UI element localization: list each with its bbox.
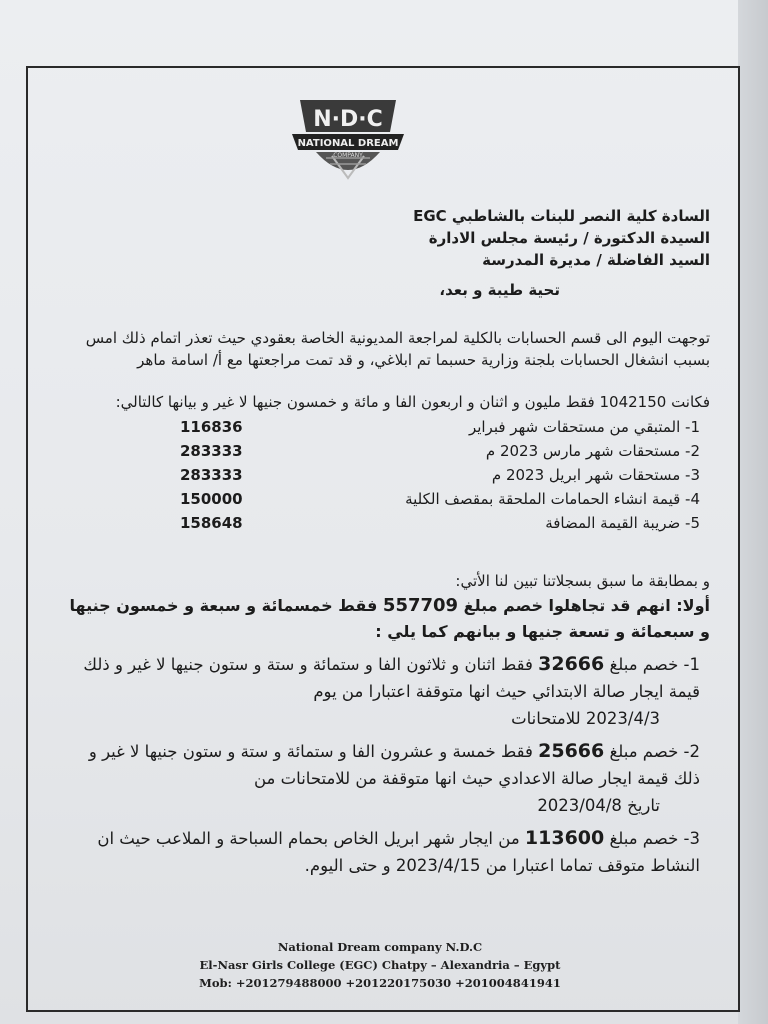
- total-line: فكانت 1042150 فقط مليون و اثنان و اربعون الفا و مائة و خمسون جنيها لا غير و بيانها كالتالي:: [115, 393, 710, 411]
- logo-sub: COMPANY: [333, 152, 363, 159]
- deduction-amount: 113600: [524, 827, 605, 849]
- item-label: 1- المتبقي من مستحقات شهر فبراير: [468, 418, 700, 436]
- item-label: 2- مستحقات شهر مارس 2023 م: [485, 442, 700, 460]
- deduction-date: تاريخ 2023/04/8: [537, 796, 660, 815]
- item-label: 3- مستحقات شهر ابريل 2023 م: [491, 466, 700, 484]
- first-prefix: أولا: انهم قد تجاهلوا خصم مبلغ: [463, 596, 710, 615]
- footer-phones: Mob: +201279488000 +201220175030 +201004841941: [199, 976, 561, 990]
- deduction-item: [60, 825, 700, 879]
- items-list: [60, 415, 710, 535]
- logo-letters: N·D·C: [313, 107, 383, 132]
- item-label: 5- ضريبة القيمة المضافة: [545, 514, 700, 532]
- item-label: 4- قيمة انشاء الحمامات الملحقة بمقصف الكلية: [405, 490, 700, 508]
- deduction-text: فقط اثنان و ثلاثون الفا و ستمائة و ستة و ستون جنيها لا غير و ذلك قيمة ايجار صالة الابتدائي حيث انها متوقفة اعتبارا من يوم: [83, 655, 700, 701]
- list-item: [180, 415, 700, 439]
- greeting: تحية طيبة و بعد،: [439, 281, 560, 299]
- list-item: [180, 487, 700, 511]
- deduction-prefix: 1- خصم مبلغ: [609, 655, 700, 674]
- matching-line: و بمطابقة ما سبق بسجلاتنا تبين لنا الأتي:: [455, 572, 710, 590]
- list-item: [180, 439, 700, 463]
- deduction-text: من ايجار شهر ابريل الخاص بحمام السباحة و الملاعب حيث ان النشاط متوقف تماما اعتبارا من 2023/4/15 و حتى اليوم.: [97, 829, 700, 875]
- item-amount: 283333: [180, 466, 243, 484]
- deduction-text: فقط خمسة و عشرون الفا و ستمائة و ستة و ستون جنيها لا غير و ذلك قيمة ايجار صالة الاعدادي حيث انها متوقفة من للامتحانات من: [88, 742, 700, 788]
- letter-body: [60, 205, 710, 879]
- letter-footer: [120, 938, 640, 992]
- footer-company: National Dream company N.D.C: [277, 940, 483, 954]
- address-line: السيد الفاضلة / مديرة المدرسة: [482, 251, 710, 269]
- item-amount: 116836: [180, 418, 243, 436]
- footer-address: El-Nasr Girls College (EGC) Chatpy – Alexandria – Egypt: [199, 958, 561, 972]
- first-rest: فقط خمسمائة و سبعة و خمسون جنيها و سبعمائة و تسعة جنيها و بيانهم كما يلي :: [69, 596, 710, 641]
- deduction-item: [60, 738, 700, 819]
- deduction-prefix: 2- خصم مبلغ: [609, 742, 700, 761]
- deduction-date: 2023/4/3 للامتحانات: [511, 709, 660, 728]
- first-amount: 557709: [382, 595, 459, 616]
- deduction-item: [60, 651, 700, 732]
- deduction-amount: 32666: [538, 653, 605, 675]
- address-line: السيدة الدكتورة / رئيسة مجلس الادارة: [428, 229, 710, 247]
- address-block: [60, 205, 710, 271]
- item-amount: 283333: [180, 442, 243, 460]
- item-amount: 150000: [180, 490, 243, 508]
- item-amount: 158648: [180, 514, 243, 532]
- logo-name: NATIONAL DREAM: [297, 138, 399, 149]
- deduction-prefix: 3- خصم مبلغ: [609, 829, 700, 848]
- deduction-amount: 25666: [538, 740, 605, 762]
- address-line: السادة كلية النصر للبنات بالشاطبي EGC: [413, 207, 710, 225]
- ndc-logo: [286, 92, 410, 184]
- first-point: [60, 593, 710, 645]
- list-item: [180, 463, 700, 487]
- page-edge: [738, 0, 768, 1024]
- list-item: [180, 511, 700, 535]
- intro-paragraph: توجهت اليوم الى قسم الحسابات بالكلية لمراجعة المديونية الخاصة بعقودي حيث تعذر اتمام ذلك امس بسبب انشغال الحسابات بلجنة وزارية حسبما تم ابلاغي، و قد تمت مراجعتها مع أ/ اسامة ماهر: [85, 329, 710, 369]
